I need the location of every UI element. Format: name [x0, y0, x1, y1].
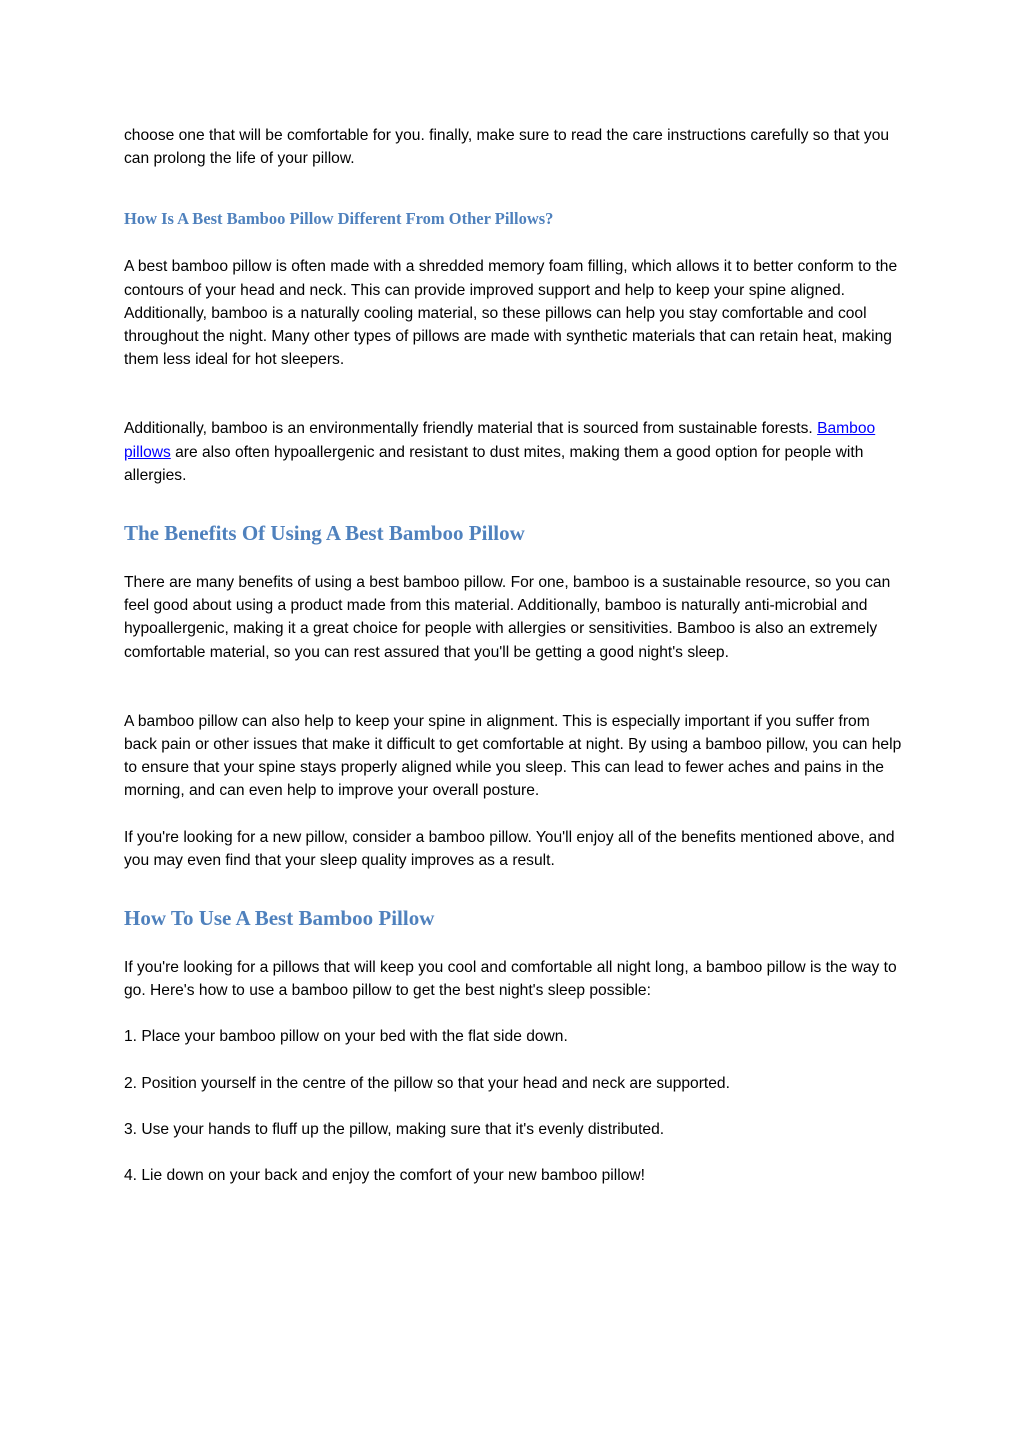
- how-to-step-2: 2. Position yourself in the centre of the pillow so that your head and neck are supported.: [124, 1074, 730, 1092]
- difference-paragraph-2-text-b: are also often hypoallergenic and resistant to dust mites, making them a good option for people with allergies.: [124, 443, 864, 484]
- bamboo-pillows-link[interactable]: Bamboo pillows: [124, 420, 876, 461]
- how-to-step-1: 1. Place your bamboo pillow on your bed with the flat side down.: [124, 1028, 568, 1046]
- difference-paragraph-1: A best bamboo pillow is often made with a shredded memory foam filling, which allows it to better conform to the contours of your head and neck. This can provide improved support and help to keep your spine aligned. Additionally, bamboo is a naturally cooling material, so these pillows can help you stay comfortable and cool throughout the night. Many other types of pillows are made with synthetic materials that can retain heat, making them less ideal for hot sleepers.: [124, 258, 898, 369]
- how-to-paragraph: If you're looking for a pillows that will keep you cool and comfortable all night long, a bamboo pillow is the way to go. Here's how to use a bamboo pillow to get the best night's sleep possible:: [124, 959, 897, 1000]
- heading-how-to-use: How To Use A Best Bamboo Pillow: [124, 906, 435, 931]
- heading-benefits: The Benefits Of Using A Best Bamboo Pillow: [124, 521, 525, 546]
- heading-difference: How Is A Best Bamboo Pillow Different From Other Pillows?: [124, 209, 554, 229]
- benefits-paragraph-2: A bamboo pillow can also help to keep your spine in alignment. This is especially important if you suffer from back pain or other issues that make it difficult to get comfortable at night. By using a bamboo pillow, you can help to ensure that your spine stays properly aligned while you sleep. This can lead to fewer aches and pains in the morning, and can even help to improve your overall posture.: [124, 712, 902, 800]
- difference-paragraph-2: [124, 417, 904, 487]
- benefits-paragraph-3: If you're looking for a new pillow, consider a bamboo pillow. You'll enjoy all of the benefits mentioned above, and you may even find that your sleep quality improves as a result.: [124, 828, 895, 869]
- intro-paragraph: choose one that will be comfortable for you. finally, make sure to read the care instructions carefully so that you can prolong the life of your pillow.: [124, 127, 890, 168]
- benefits-paragraph-1: There are many benefits of using a best bamboo pillow. For one, bamboo is a sustainable resource, so you can feel good about using a product made from this material. Additionally, bamboo is naturally anti-microbial and hypoallergenic, making it a great choice for people with allergies or sensitivities. Bamboo is also an extremely comfortable material, so you can rest assured that you'll be getting a good night's sleep.: [124, 574, 891, 661]
- difference-paragraph-2-text-a: Additionally, bamboo is an environmentally friendly material that is sourced from sustainable forests.: [124, 420, 818, 438]
- how-to-step-4: 4. Lie down on your back and enjoy the comfort of your new bamboo pillow!: [124, 1167, 645, 1185]
- document-page: [124, 124, 904, 1187]
- how-to-step-3: 3. Use your hands to fluff up the pillow, making sure that it's evenly distributed.: [124, 1120, 665, 1138]
